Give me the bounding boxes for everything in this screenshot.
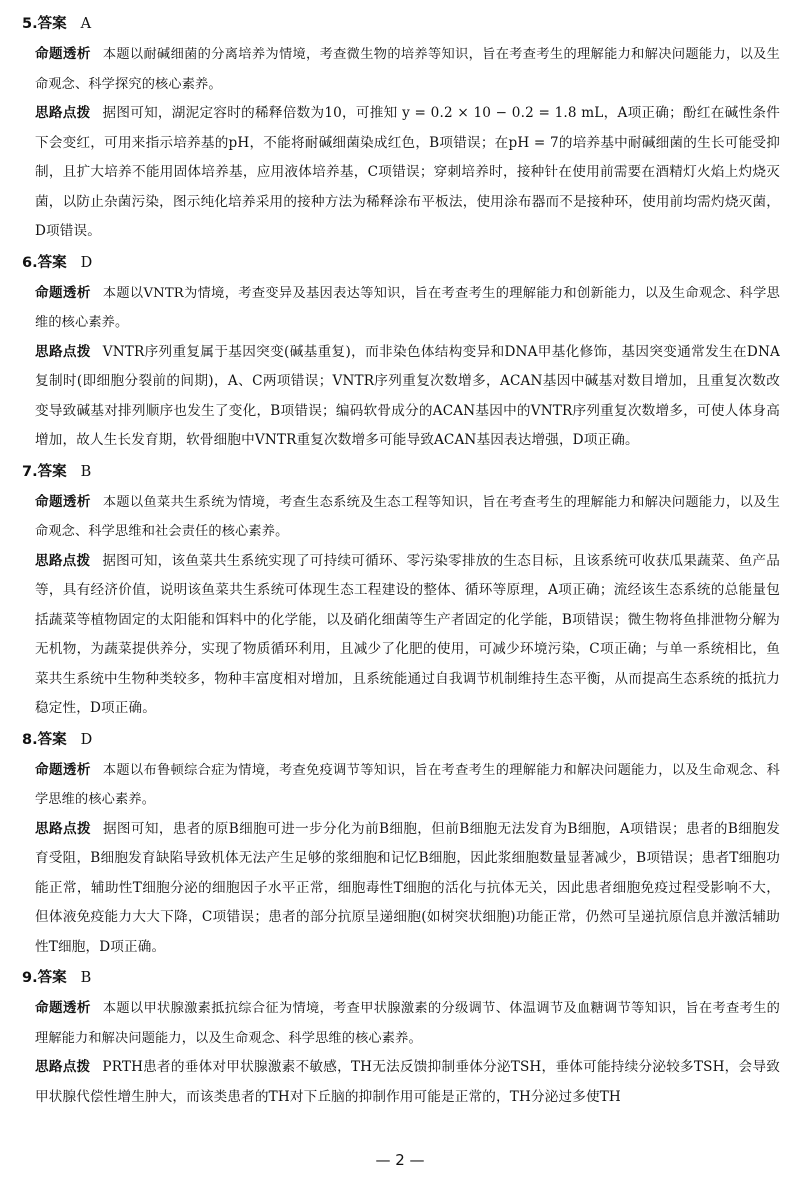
hint-text: 据图可知，湖泥定容时的稀释倍数为10，可推知 y = 0.2 × 10 − 0.2 = 1.8 mL，A项正确；酚红在碱性条件下会变红，可用来指示培养基的pH，不能将耐碱细菌染成红色，B项错误；在pH = 7的培养基中耐碱细菌的生长可能受抑制，且扩大培养不能用固体培养基，应用液体培养基，C项错误；穿刺培养时，接种针在使用前需要在酒精灯火焰上灼烧灭菌，以防止杂菌污染，图示纯化培养采用的接种方法为稀释涂布平板法，使用涂布器而不是接种环，使用前均需灼烧灭菌，D项错误。 [35, 105, 780, 239]
hint-text: VNTR序列重复属于基因突变(碱基重复)，而非染色体结构变异和DNA甲基化修饰，基因突变通常发生在DNA复制时(即细胞分裂前的间期)，A、C两项错误；VNTR序列重复次数增多，ACAN基因中碱基对数目增加，且重复次数改变导致碱基对排列顺序也发生了变化，B项错误；编码软骨成分的ACAN基因中的VNTR序列重复次数增多，可使人体身高增加，故人生长发育期，软骨细胞中VNTR重复次数增多可能导致ACAN基因表达增强，D项正确。 [35, 343, 780, 448]
hint-text: PRTH患者的垂体对甲状腺激素不敏感，TH无法反馈抑制垂体分泌TSH，垂体可能持续分泌较多TSH，会导致甲状腺代偿性增生肿大，而该类患者的TH对下丘脑的抑制作用可能是正常的，TH分泌过多使TH [35, 1059, 780, 1105]
answer-label: 答案 [37, 16, 67, 32]
analysis-text: 本题以鱼菜共生系统为情境，考查生态系统及生态工程等知识，旨在考查考生的理解能力和解决问题能力，以及生命观念、科学思维和社会责任的核心素养。 [35, 494, 780, 539]
question-header [22, 724, 780, 756]
question-number: 7. [22, 463, 38, 480]
question-number: 9. [22, 970, 38, 986]
question-9 [22, 962, 780, 1112]
analysis-paragraph [35, 756, 780, 815]
analysis-label: 命题透析 [35, 493, 91, 510]
question-header [22, 247, 780, 279]
answer-value: D [80, 254, 93, 271]
question-number: 6. [22, 254, 38, 271]
analysis-label: 命题透析 [35, 46, 91, 62]
question-header [22, 8, 780, 40]
answer-value: D [80, 731, 93, 748]
answer-value: A [80, 16, 92, 32]
question-number: 8. [22, 731, 38, 748]
question-8 [22, 724, 780, 963]
question-6 [22, 247, 780, 456]
question-header [22, 456, 780, 488]
hint-label: 思路点拨 [35, 343, 91, 360]
question-5 [22, 8, 780, 247]
hint-text: 据图可知，患者的原B细胞可进一步分化为前B细胞，但前B细胞无法发育为B细胞，A项错误；患者的B细胞发育受阻，B细胞发育缺陷导致机体无法产生足够的浆细胞和记忆B细胞，因此浆细胞数量显著减少，B项错误；患者T细胞功能正常，辅助性T细胞分泌的细胞因子水平正常，细胞毒性T细胞的活化与抗体无关，因此患者细胞免疫过程受影响不大，但体液免疫能力大大下降，C项错误；患者的部分抗原呈递细胞(如树突状细胞)功能正常，仍然可呈递抗原信息并激活辅助性T细胞，D项正确。 [35, 820, 780, 955]
analysis-paragraph [35, 488, 780, 547]
analysis-text: 本题以甲状腺激素抵抗综合征为情境，考查甲状腺激素的分级调节、体温调节及血糖调节等知识，旨在考查考生的理解能力和解决问题能力，以及生命观念、科学思维的核心素养。 [35, 1001, 780, 1046]
analysis-paragraph [35, 279, 780, 338]
hint-label: 思路点拨 [35, 552, 91, 569]
answer-value: B [80, 463, 92, 480]
hint-paragraph [35, 338, 780, 456]
analysis-label: 命题透析 [35, 284, 91, 301]
analysis-text: 本题以VNTR为情境，考查变异及基因表达等知识，旨在考查考生的理解能力和创新能力，以及生命观念、科学思维的核心素养。 [35, 285, 780, 330]
question-header [22, 962, 780, 994]
analysis-paragraph [35, 994, 780, 1053]
question-number: 5. [22, 16, 38, 32]
hint-label: 思路点拨 [35, 1059, 91, 1075]
hint-label: 思路点拨 [35, 105, 91, 121]
analysis-label: 命题透析 [35, 1000, 91, 1016]
answer-value: B [80, 970, 92, 986]
hint-label: 思路点拨 [35, 820, 91, 837]
analysis-paragraph [35, 40, 780, 99]
analysis-label: 命题透析 [35, 761, 91, 778]
answer-label: 答案 [37, 731, 67, 748]
answer-label: 答案 [37, 970, 67, 986]
analysis-text: 本题以布鲁顿综合症为情境，考查免疫调节等知识，旨在考查考生的理解能力和解决问题能力，以及生命观念、科学思维的核心素养。 [35, 762, 780, 807]
hint-paragraph [35, 99, 780, 247]
hint-paragraph [35, 815, 780, 963]
page-number: — 2 — [375, 1151, 425, 1169]
answer-label: 答案 [37, 463, 67, 480]
question-7 [22, 456, 780, 724]
analysis-text: 本题以耐碱细菌的分离培养为情境，考查微生物的培养等知识，旨在考查考生的理解能力和解决问题能力，以及生命观念、科学探究的核心素养。 [35, 47, 780, 92]
hint-paragraph [35, 1053, 780, 1112]
hint-paragraph [35, 547, 780, 724]
answer-label: 答案 [37, 254, 67, 271]
hint-text: 据图可知，该鱼菜共生系统实现了可持续可循环、零污染零排放的生态目标，且该系统可收获瓜果蔬菜、鱼产品等，具有经济价值，说明该鱼菜共生系统可体现生态工程建设的整体、循环等原理，A项正确；流经该生态系统的总能量包括蔬菜等植物固定的太阳能和饵料中的化学能，以及硝化细菌等生产者固定的化学能，B项错误；微生物将鱼排泄物分解为无机物，为蔬菜提供养分，实现了物质循环利用，且减少了化肥的使用，可减少环境污染，C项正确；与单一系统相比，鱼菜共生系统中生物种类较多，物种丰富度相对增加，且系统能通过自我调节机制维持生态平衡，从而提高生态系统的抵抗力稳定性，D项正确。 [35, 552, 780, 716]
